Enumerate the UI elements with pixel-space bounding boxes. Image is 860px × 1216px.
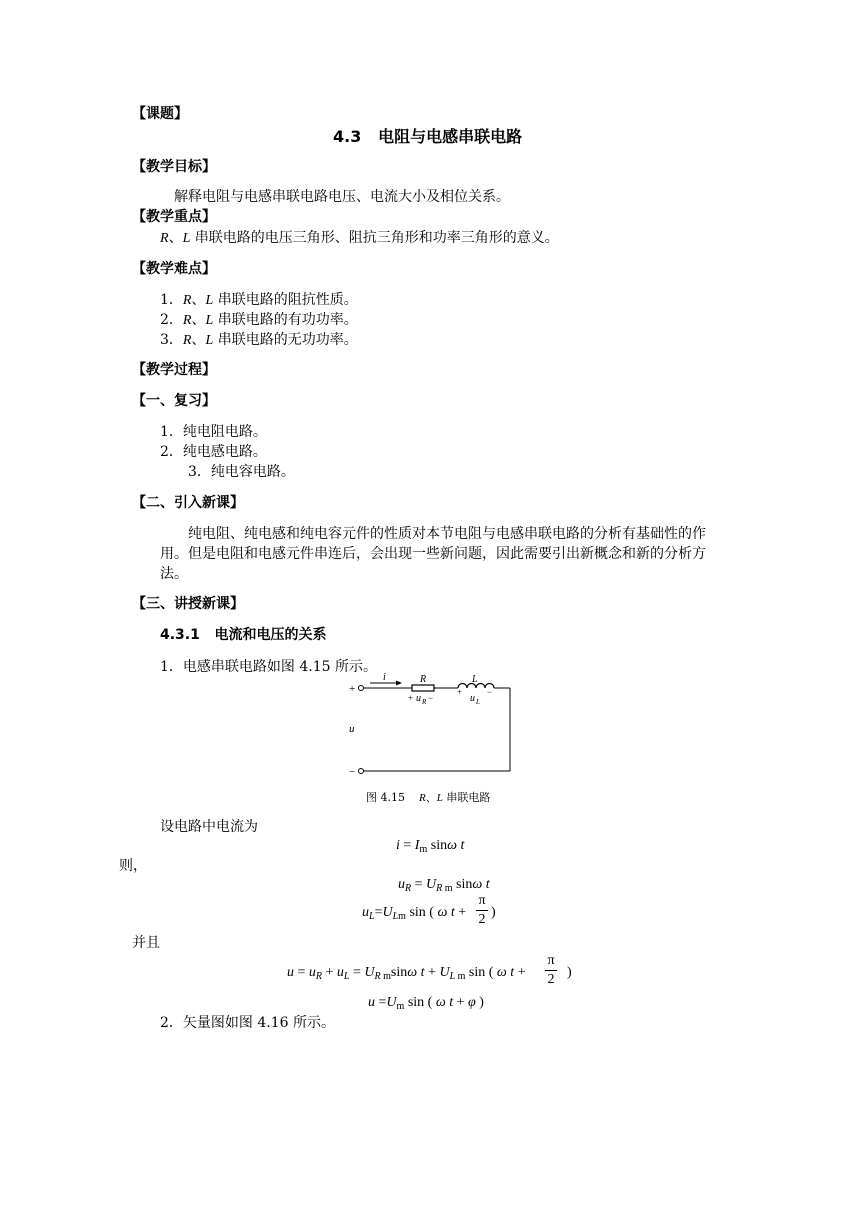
eq-ul-close: ) — [491, 905, 496, 920]
sep: 、 — [191, 332, 206, 348]
objective-text: 解释电阻与电感串联电路电压、电流大小及相位关系。 — [174, 189, 510, 205]
intro-paragraph: 纯电阻、纯电感和纯电容元件的性质对本节电阻与电感串联电路的分析有基础性的作用。但是电阻和电感元件串连后，会出现一些新问题，因此需要引出新概念和新的分析方法。 — [160, 526, 706, 582]
ul-sub: L — [476, 698, 480, 706]
figure-caption — [366, 789, 490, 807]
difficulty-item — [160, 291, 358, 310]
key-text — [160, 229, 559, 248]
ur-label: u — [416, 693, 421, 704]
resistor — [412, 685, 434, 691]
fraction-numerator: π — [547, 953, 555, 968]
ul-minus: − — [487, 687, 493, 697]
fraction-pi-2 — [476, 893, 488, 928]
eq-ur: $u_R = U_{R m}$ sinω t — [398, 877, 490, 894]
var-l: L — [205, 293, 214, 308]
var-l: L — [205, 313, 214, 328]
heading-difficulty: 【教学难点】 — [132, 261, 216, 277]
ur-plus: + — [408, 693, 414, 703]
item-num: 1． — [160, 292, 183, 308]
difficulty-item — [160, 331, 358, 350]
review-item: 2．纯电感电路。 — [160, 444, 267, 460]
caption-l: L — [436, 792, 443, 804]
fraction-denominator: 2 — [547, 972, 555, 987]
section-text: 电流和电压的关系 — [214, 627, 327, 643]
var-l: L — [182, 231, 191, 246]
eq-u-sum-close: ) — [567, 965, 572, 980]
difficulty-item — [160, 311, 358, 330]
text-and: 并且 — [132, 935, 160, 951]
sep: 、 — [168, 230, 183, 246]
item-num: 2． — [160, 312, 183, 328]
text-then: 则， — [119, 858, 147, 874]
fraction-numerator: π — [478, 893, 486, 908]
ul-label: u — [470, 693, 475, 704]
review-item: 1．纯电阻电路。 — [160, 424, 267, 440]
heading-objective: 【教学目标】 — [132, 159, 216, 175]
heading-teach: 【三、讲授新课】 — [132, 596, 244, 612]
r-label: R — [420, 674, 427, 685]
review-item: 3．纯电容电路。 — [188, 464, 295, 480]
eq-u-sum: $u = u_R + u_L = U_{R m}\sin\omega$ $t + U_{L m}$ sin ( ω t + — [287, 965, 526, 982]
caption-sep: 、 — [425, 791, 437, 804]
i-label: i — [383, 672, 386, 683]
var-r: R — [160, 231, 169, 246]
heading-process: 【教学过程】 — [132, 362, 216, 378]
item-num: 3． — [160, 332, 183, 348]
ur-minus: − — [428, 693, 434, 703]
heading-key: 【教学重点】 — [132, 209, 216, 225]
eq-u-final: $u =U_m$ sin ( ω t + φ ) — [368, 995, 484, 1012]
item-rest: 串联电路的无功功率。 — [213, 332, 358, 348]
key-rest: 串联电路的电压三角形、阻抗三角形和功率三角形的意义。 — [190, 230, 559, 246]
heading-review: 【一、复习】 — [132, 393, 216, 409]
var-r: R — [182, 313, 192, 328]
ur-sub: R — [422, 698, 427, 706]
fraction-denominator: 2 — [478, 912, 486, 927]
current-arrowhead — [396, 681, 402, 686]
terminal-bottom — [359, 769, 364, 774]
step-1: 1．电感串联电路如图 4.15 所示。 — [160, 659, 377, 675]
circuit-diagram — [340, 668, 520, 780]
lesson-title-text: 电阻与电感串联电路 — [378, 127, 523, 146]
ul-plus: + — [457, 687, 463, 697]
section-number: 4.3.1 — [160, 627, 200, 643]
fraction-pi-2 — [545, 953, 557, 988]
lesson-title-number: 4.3 — [333, 127, 362, 146]
sep: 、 — [191, 312, 206, 328]
u-label: u — [349, 723, 355, 735]
fraction-bar — [476, 910, 488, 911]
plus-label: + — [349, 683, 356, 695]
sep: 、 — [191, 292, 206, 308]
lesson-title — [333, 127, 522, 147]
text-set-current: 设电路中电流为 — [160, 819, 258, 835]
fraction-bar — [545, 970, 557, 971]
step-2: 2．矢量图如图 4.16 所示。 — [160, 1015, 335, 1031]
eq-current: $i = I_m$ sinω t — [396, 838, 465, 855]
minus-label: − — [349, 766, 356, 778]
terminal-top — [359, 686, 364, 691]
heading-intro: 【二、引入新课】 — [132, 495, 244, 511]
var-l: L — [205, 333, 214, 348]
eq-ul: $u_L=U_{Lm}$ sin ( ω t + — [362, 905, 467, 922]
l-label: L — [472, 674, 478, 685]
item-rest: 串联电路的有功功率。 — [213, 312, 358, 328]
caption-number: 图 4.15 — [366, 791, 405, 804]
heading-topic: 【课题】 — [132, 106, 188, 122]
caption-r: R — [419, 792, 426, 804]
caption-rest: 串联电路 — [442, 791, 491, 804]
item-rest: 串联电路的阻抗性质。 — [213, 292, 358, 308]
var-r: R — [182, 293, 192, 308]
var-r: R — [182, 333, 192, 348]
section-heading — [160, 626, 327, 644]
